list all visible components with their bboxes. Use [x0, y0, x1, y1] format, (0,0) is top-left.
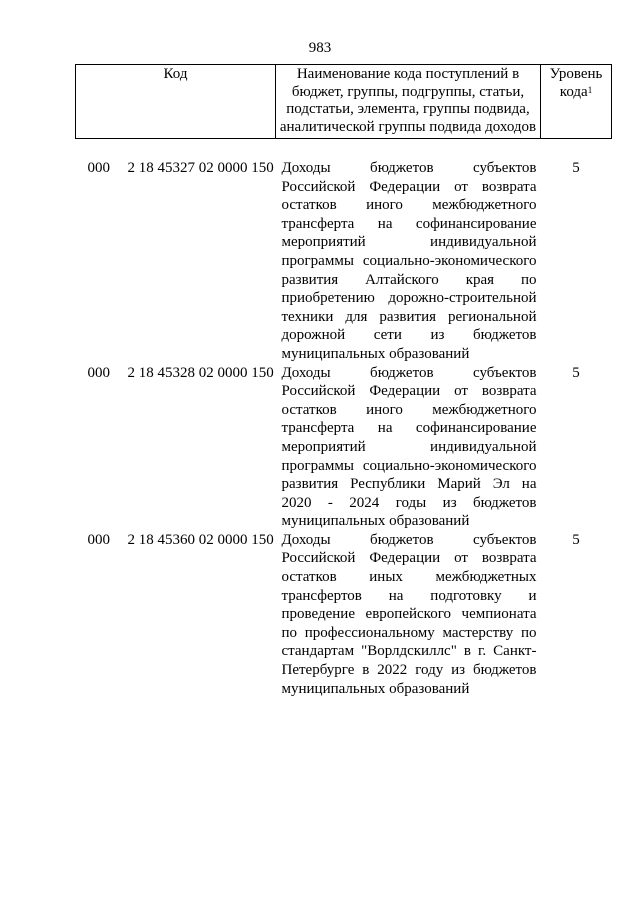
- page-number: 983: [308, 40, 332, 56]
- table-row: [76, 531, 612, 698]
- admin-code: 000: [87, 364, 110, 381]
- revenue-name: Доходы бюджетов субъектов Российской Федерации от возврата остатков иного межбюджетного трансферта на софинансирование мероприятий индивидуальной программы социально-экономического развития Алтайского края по приобретению дорожно-строительной техники для развития региональной дорожной сети из бюджетов муниципальных образований: [281, 160, 537, 362]
- revenue-name: Доходы бюджетов субъектов Российской Федерации от возврата остатков иного межбюджетного трансферта на софинансирование мероприятий индивидуальной программы социально-экономического развития Республики Марий Эл на 2020 - 2024 годы из бюджетов муниципальных образований: [281, 364, 537, 530]
- header-level: [541, 65, 612, 139]
- revenue-name: Доходы бюджетов субъектов Российской Федерации от возврата остатков иных межбюджетных трансфертов на подготовку и проведение европейского чемпионата по профессиональному мастерству по стандартам "Ворлдскиллс" в г. Санкт-Петербурге в 2022 году из бюджетов муниципальных образований: [281, 531, 537, 697]
- admin-code: 000: [87, 531, 110, 548]
- header-gap: [76, 139, 612, 160]
- admin-code: 000: [87, 160, 110, 176]
- code-level: 5: [572, 364, 580, 381]
- header-code: Код: [76, 65, 276, 139]
- footnote-mark: 1: [587, 84, 593, 95]
- revenue-code: 2 18 45360 02 0000 150: [127, 531, 274, 548]
- revenue-code: 2 18 45327 02 0000 150: [127, 160, 274, 176]
- revenue-code: 2 18 45328 02 0000 150: [127, 364, 274, 381]
- table-row: [76, 364, 612, 531]
- code-cell: [76, 364, 276, 531]
- code-level: 5: [572, 531, 580, 548]
- code-level: 5: [572, 160, 580, 176]
- code-cell: [76, 159, 276, 364]
- revenue-codes-table: [75, 64, 612, 698]
- table-header-row: [76, 65, 612, 139]
- table-row: [76, 159, 612, 364]
- code-cell: [76, 531, 276, 698]
- header-name: Наименование кода поступлений в бюджет, группы, подгруппы, статьи, подстатьи, элемента, группы подвида, аналитической группы подвида доходов: [276, 65, 541, 139]
- header-level-label: Уровень кода: [549, 66, 603, 100]
